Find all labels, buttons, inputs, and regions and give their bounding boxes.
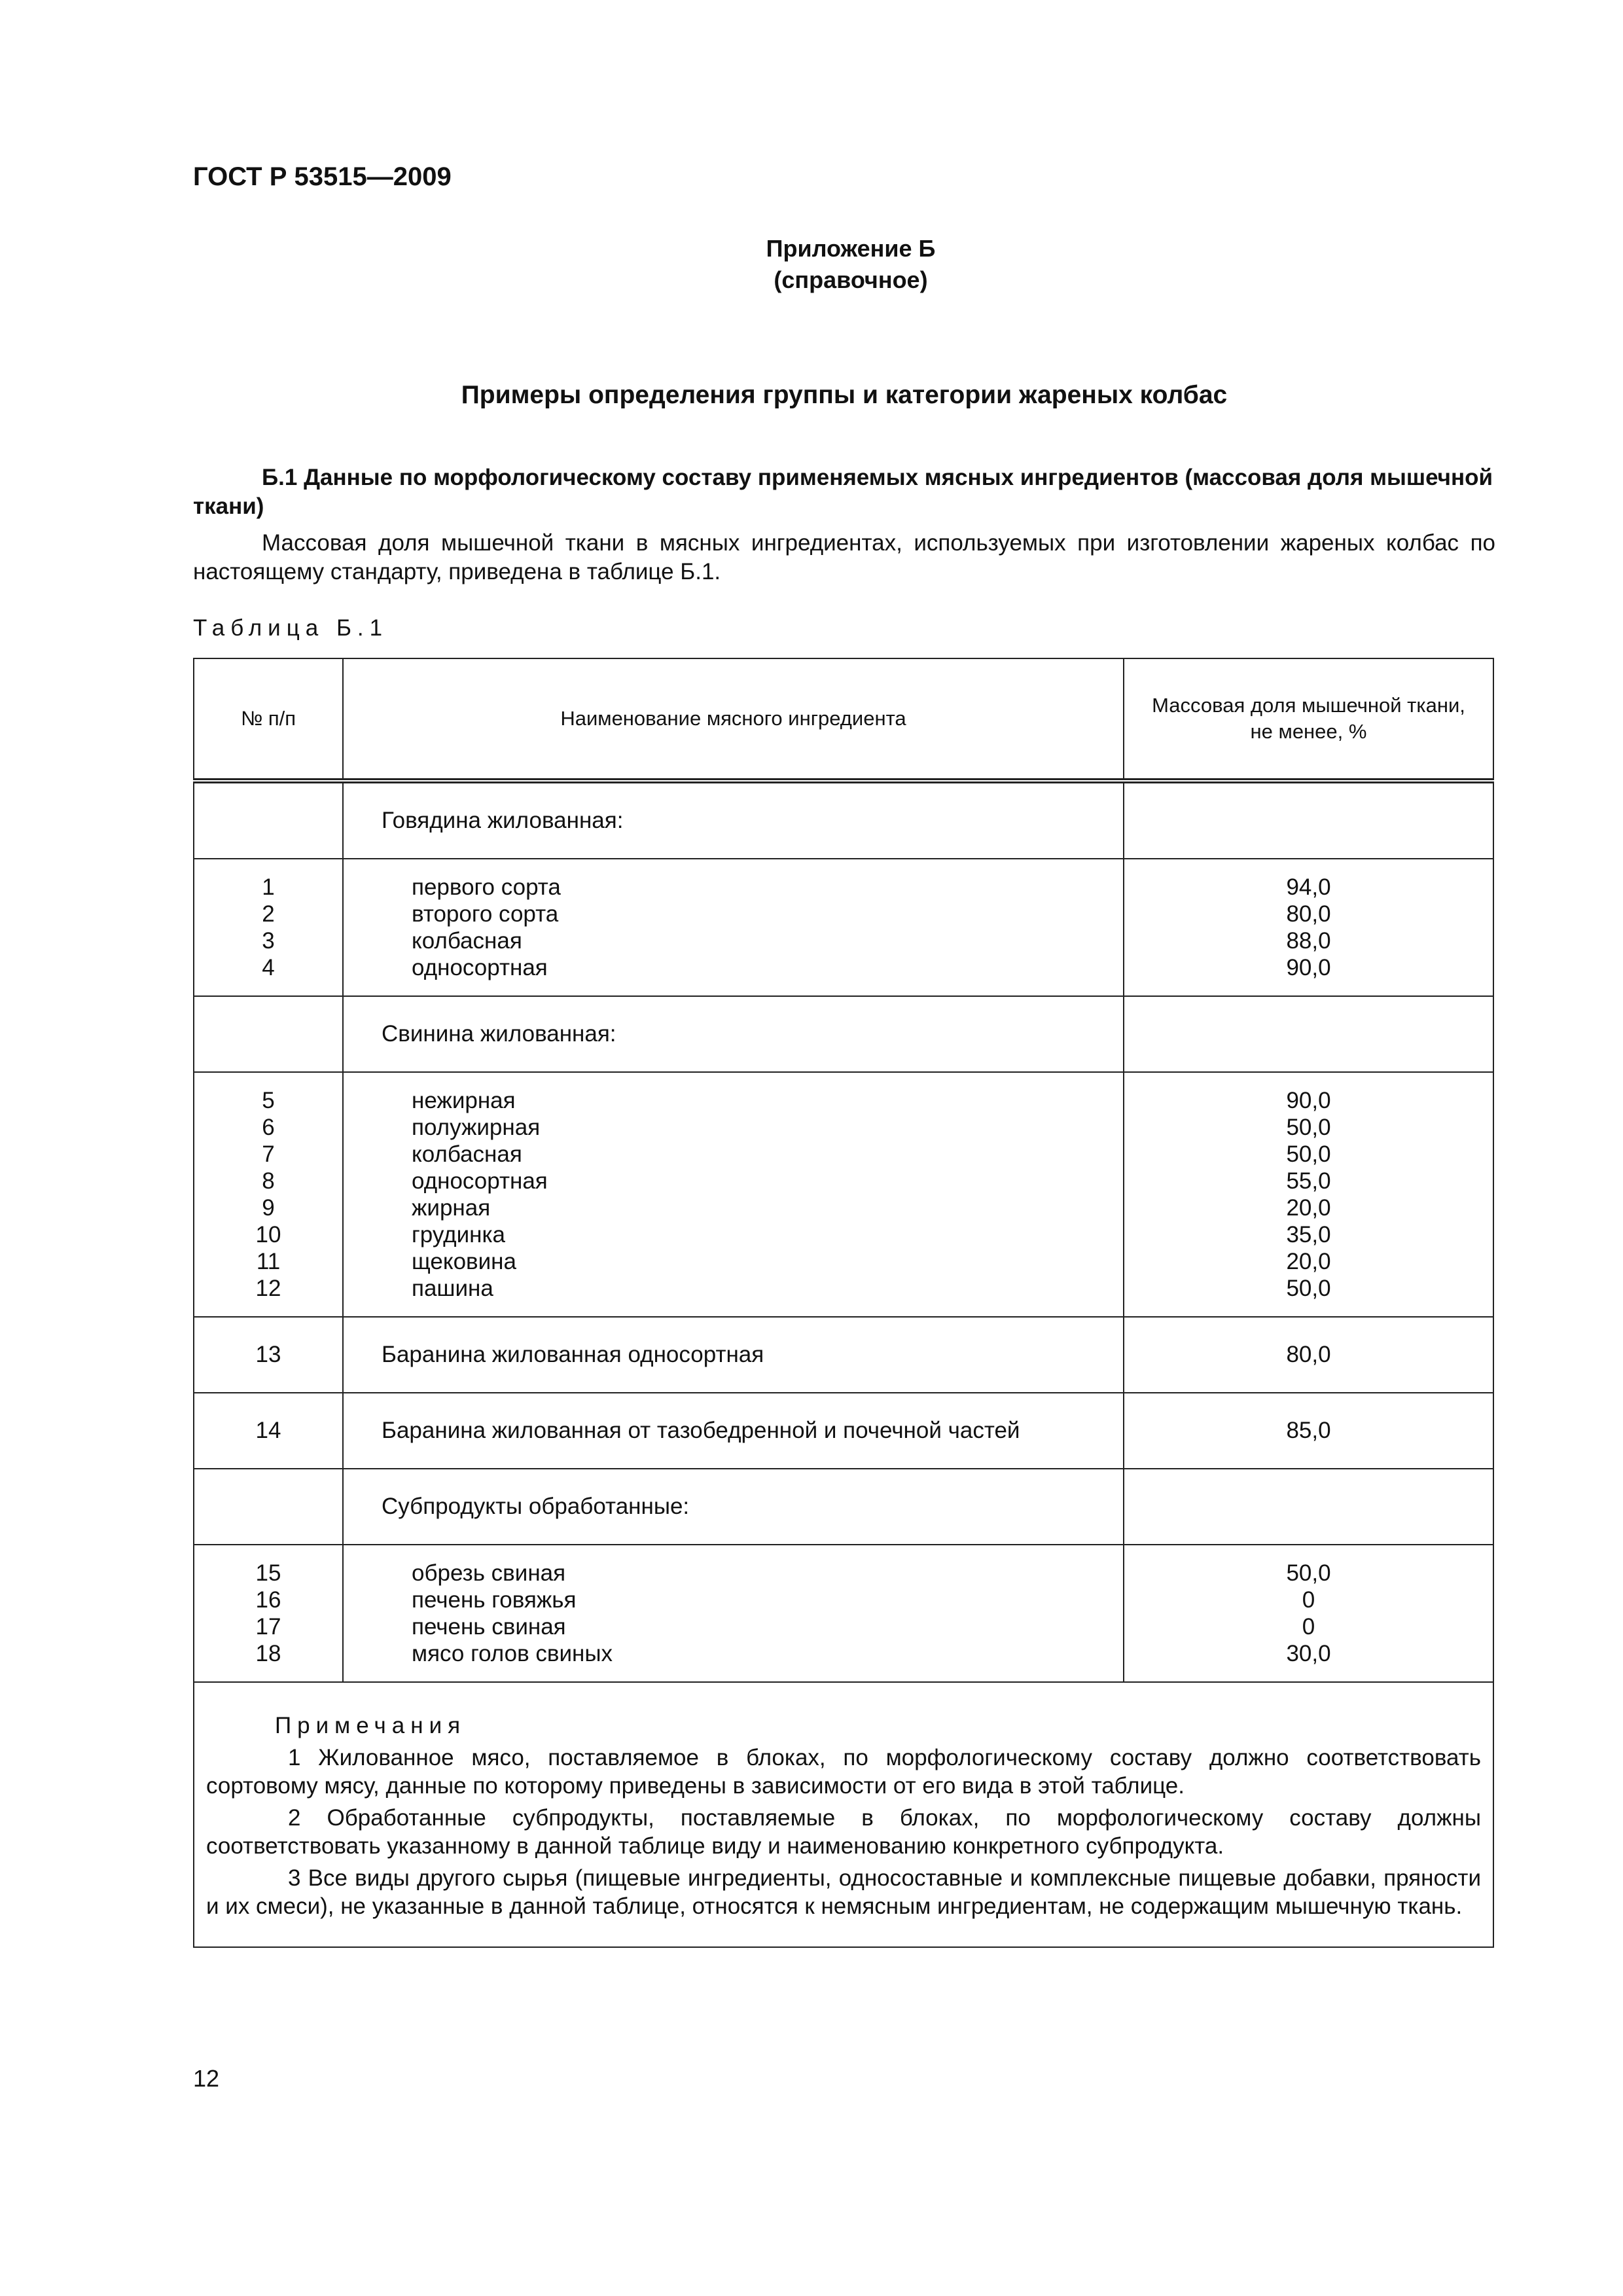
header-num: № п/п	[194, 658, 343, 781]
row-num: 18	[255, 1641, 281, 1666]
page-number: 12	[193, 2065, 220, 2092]
table-row	[194, 1545, 1493, 1682]
group-title: Говядина жилованная:	[343, 781, 1124, 859]
group-row-beef	[194, 781, 1493, 859]
row-name: колбасная	[412, 928, 522, 954]
row-value: 88,0	[1286, 928, 1331, 954]
group-row-pork	[194, 996, 1493, 1072]
row-name: обрезь свиная	[412, 1560, 566, 1586]
num-cell	[194, 1545, 343, 1682]
row-name: жирная	[412, 1195, 491, 1221]
row-value: 50,0	[1286, 1141, 1331, 1167]
note-item: 2 Обработанные субпродукты, поставляемые в блоках, по морфологическому составу должны соответствовать указанному в данной таблице виду и наименованию конкретного субпродукта.	[206, 1805, 1481, 1859]
row-value: 20,0	[1286, 1195, 1331, 1221]
row-num: 15	[255, 1560, 281, 1586]
row-name: Баранина жилованная от тазобедренной и почечной частей	[343, 1393, 1124, 1469]
note-item: 3 Все виды другого сырья (пищевые ингредиенты, односоставные и комплексные пищевые добавки, пряности и их смеси), не указанные в данной таблице, относятся к немясным ингредиентам, не содержащим мышечную ткань.	[206, 1865, 1481, 1919]
row-name: Баранина жилованная односортная	[343, 1317, 1124, 1393]
row-num: 4	[262, 955, 275, 980]
row-value: 0	[1302, 1587, 1315, 1613]
row-num: 3	[262, 928, 275, 954]
notes-row	[194, 1682, 1493, 1947]
group-title: Субпродукты обработанные:	[343, 1469, 1124, 1545]
row-num: 17	[255, 1614, 281, 1640]
row-name: пашина	[412, 1276, 493, 1301]
row-name: печень свиная	[412, 1614, 566, 1640]
row-name: нежирная	[412, 1088, 516, 1113]
section-heading: Б.1 Данные по морфологическому составу применяемых мясных ингредиентов (массовая доля мышечной ткани)	[193, 465, 1493, 519]
notes-title: Примечания	[275, 1713, 467, 1738]
table-label: Таблица Б.1	[193, 615, 389, 641]
row-name: второго сорта	[412, 901, 559, 927]
row-num: 9	[262, 1195, 275, 1221]
row-name: мясо голов свиных	[412, 1641, 613, 1666]
row-num: 14	[194, 1393, 343, 1469]
name-cell	[343, 859, 1124, 996]
row-num: 1	[262, 874, 275, 900]
row-num: 12	[255, 1276, 281, 1301]
notes-cell	[194, 1682, 1493, 1947]
row-value: 80,0	[1286, 901, 1331, 927]
row-value: 50,0	[1286, 1560, 1331, 1586]
ingredients-table	[193, 658, 1494, 1948]
group-title: Свинина жилованная:	[343, 996, 1124, 1072]
table-row	[194, 1393, 1493, 1469]
row-name: первого сорта	[412, 874, 561, 900]
row-value: 85,0	[1124, 1393, 1493, 1469]
row-num: 7	[262, 1141, 275, 1167]
table-row	[194, 1317, 1493, 1393]
row-name: односортная	[412, 955, 548, 980]
appendix-title: Приложение Б	[766, 235, 936, 262]
document-code: ГОСТ Р 53515—2009	[193, 162, 452, 191]
row-value: 20,0	[1286, 1249, 1331, 1274]
row-value: 50,0	[1286, 1276, 1331, 1301]
row-num: 13	[194, 1317, 343, 1393]
row-num: 5	[262, 1088, 275, 1113]
row-num: 6	[262, 1115, 275, 1140]
group-row-offal	[194, 1469, 1493, 1545]
intro-paragraph: Массовая доля мышечной ткани в мясных ингредиентах, используемых при изготовлении жареных колбас по настоящему стандарту, приведена в таблице Б.1.	[193, 530, 1495, 584]
value-cell	[1124, 1545, 1493, 1682]
row-name: колбасная	[412, 1141, 522, 1167]
row-num: 8	[262, 1168, 275, 1194]
row-num: 2	[262, 901, 275, 927]
row-value: 80,0	[1124, 1317, 1493, 1393]
row-num: 11	[256, 1249, 281, 1274]
row-value: 94,0	[1286, 874, 1331, 900]
num-cell	[194, 1072, 343, 1317]
document-title: Примеры определения группы и категории жареных колбас	[461, 381, 1228, 409]
table-row	[194, 1072, 1493, 1317]
value-cell	[1124, 1072, 1493, 1317]
row-value: 90,0	[1286, 1088, 1331, 1113]
name-cell	[343, 1545, 1124, 1682]
name-cell	[343, 1072, 1124, 1317]
row-num: 10	[255, 1222, 281, 1247]
header-value-text: Массовая доля мышечной ткани, не менее, %	[1152, 694, 1465, 743]
header-value	[1124, 658, 1493, 781]
row-name: полужирная	[412, 1115, 541, 1140]
appendix-subtitle: (справочное)	[774, 266, 928, 293]
num-cell	[194, 859, 343, 996]
row-value: 0	[1302, 1614, 1315, 1640]
row-value: 35,0	[1286, 1222, 1331, 1247]
row-name: грудинка	[412, 1222, 506, 1247]
row-name: односортная	[412, 1168, 548, 1194]
row-name: печень говяжья	[412, 1587, 577, 1613]
row-value: 90,0	[1286, 955, 1331, 980]
table-header-row	[194, 658, 1493, 781]
row-value: 55,0	[1286, 1168, 1331, 1194]
value-cell	[1124, 859, 1493, 996]
row-value: 50,0	[1286, 1115, 1331, 1140]
note-item: 1 Жилованное мясо, поставляемое в блоках, по морфологическому составу должно соответствовать сортовому мясу, данные по которому приведены в зависимости от его вида в этой таблице.	[206, 1745, 1481, 1799]
row-value: 30,0	[1286, 1641, 1331, 1666]
row-num: 16	[255, 1587, 281, 1613]
table-row	[194, 859, 1493, 996]
header-name: Наименование мясного ингредиента	[343, 658, 1124, 781]
row-name: щековина	[412, 1249, 516, 1274]
